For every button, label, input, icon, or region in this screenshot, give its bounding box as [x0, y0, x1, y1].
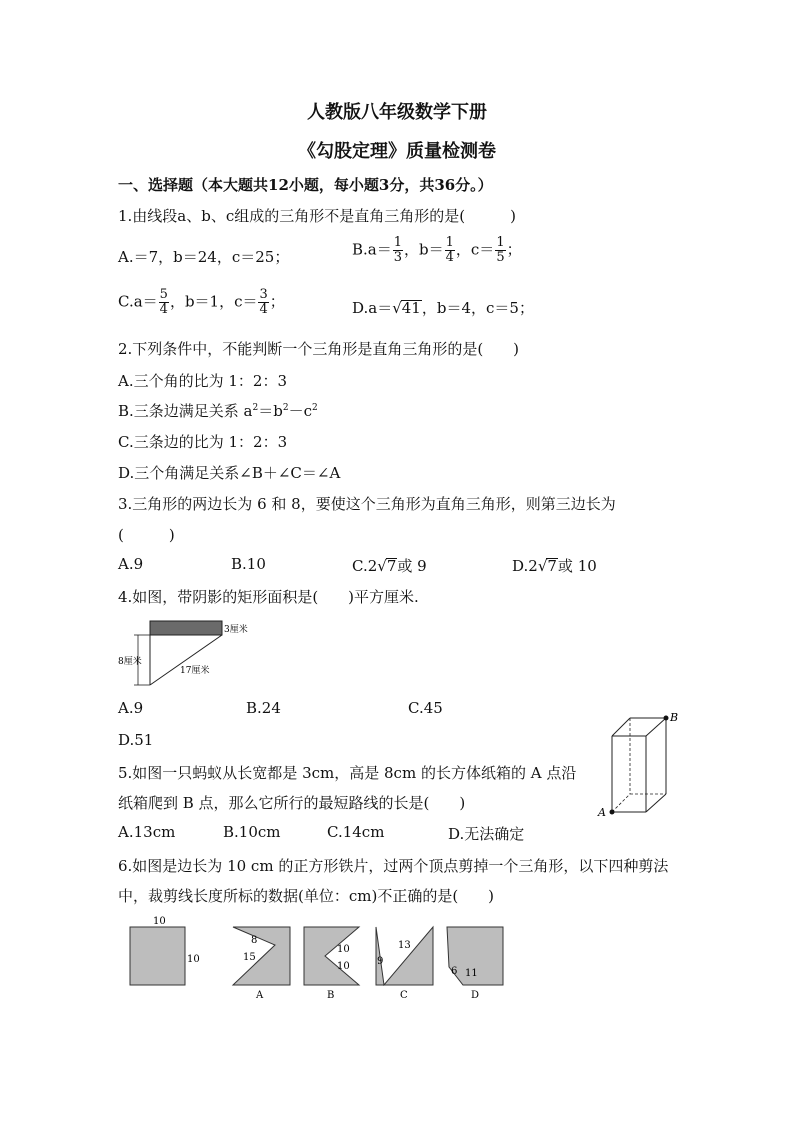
figure-b	[304, 927, 359, 985]
q4-option-a: A.9	[118, 699, 144, 717]
fig-label-left: 8厘米	[118, 657, 142, 667]
q4-option-c: C.45	[408, 699, 443, 717]
superscript: 2	[312, 403, 318, 413]
numerator: 1	[393, 235, 403, 250]
numerator: 1	[496, 235, 505, 250]
fig-b-caption: B	[327, 990, 335, 1001]
point-a	[610, 810, 615, 815]
superscript: 2	[282, 403, 289, 413]
q5-option-d: D.无法确定	[448, 825, 525, 843]
q5-option-c: C.14cm	[327, 823, 385, 841]
q1-stem: 1.由线段a、b、c组成的三角形不是直角三角形的是( )	[118, 207, 516, 225]
fig-b-label-2: 10	[337, 961, 350, 972]
q3-option-d	[512, 555, 597, 576]
sqrt-sign: √	[392, 299, 402, 317]
fig-d-label-2: 11	[465, 968, 478, 979]
fig-label-top: 3厘米	[224, 625, 248, 635]
q1-c-end: ；	[269, 292, 285, 311]
shaded-rectangle	[150, 621, 222, 635]
denominator: 4	[259, 302, 268, 317]
hypotenuse	[150, 635, 222, 685]
square-right-label: 10	[187, 954, 200, 965]
q3-option-a: A.9	[118, 555, 144, 573]
figure-c	[376, 927, 433, 985]
superscript: 2	[252, 403, 259, 413]
q2-option-d: D.三个角满足关系∠B＋∠C＝∠A	[118, 464, 341, 482]
numerator: 1	[445, 235, 454, 250]
radicand: 41	[401, 299, 421, 317]
fig-a-caption: A	[256, 990, 264, 1001]
q3-stem: 3.三角形的两边长为 6 和 8，要使这个三角形为直角三角形，则第三边长为	[118, 495, 616, 513]
q1-c-text: ，b＝1，c＝	[169, 292, 258, 311]
radicand: 7	[386, 557, 397, 575]
page-title: 人教版八年级数学下册	[307, 102, 487, 123]
fraction	[159, 288, 169, 317]
fig-d-caption: D	[471, 990, 480, 1001]
q1-option-c	[118, 288, 285, 317]
q4-stem: 4.如图，带阴影的矩形面积是( )平方厘米.	[118, 588, 419, 606]
q4-option-b: B.24	[246, 699, 281, 717]
numerator: 3	[259, 287, 268, 302]
point-b	[664, 716, 669, 721]
fraction	[445, 236, 455, 265]
q1-c-prefix: C.a＝	[118, 292, 158, 311]
page-subtitle: 《勾股定理》质量检测卷	[298, 141, 496, 162]
q3-option-c	[352, 555, 427, 576]
q1-option-a: A.＝7，b＝24，c＝25；	[118, 248, 290, 266]
fig-d-label-1: 6	[451, 966, 458, 977]
q2-stem: 2.下列条件中，不能判断一个三角形是直角三角形的是( )	[118, 340, 520, 358]
denominator: 4	[159, 302, 168, 317]
q2-b-text: －c	[288, 402, 312, 420]
square	[130, 927, 185, 985]
q1-option-b	[352, 236, 522, 265]
q1-b-text: ，c＝	[455, 240, 495, 259]
fig-c-label-1: 9	[377, 956, 384, 967]
q1-b-prefix: B.a＝	[352, 240, 392, 259]
fig-a-label-1: 8	[251, 935, 258, 946]
q1-b-text: ，b＝	[404, 240, 444, 259]
fig-a-label-2: 15	[243, 952, 256, 963]
q1-option-d	[352, 297, 534, 318]
q1-d-prefix: D.a＝	[352, 299, 393, 317]
q3-paren: ( )	[118, 526, 175, 544]
numerator: 5	[159, 287, 168, 302]
q3-c-end: 或 9	[397, 557, 427, 575]
q4-figure	[118, 615, 258, 690]
fig-c-label-2: 13	[398, 940, 411, 951]
q4-option-d: D.51	[118, 731, 154, 749]
q3-d-prefix: D.2	[512, 557, 538, 575]
radicand: 7	[547, 557, 557, 575]
q5-option-a: A.13cm	[118, 823, 176, 841]
fig-c-caption: C	[400, 990, 408, 1001]
q3-option-b: B.10	[231, 555, 266, 573]
sqrt-sign: √	[377, 557, 387, 575]
fig-label-hyp: 17厘米	[180, 666, 210, 676]
sqrt-sign: √	[537, 557, 548, 575]
figure-a	[233, 927, 290, 985]
denominator: 4	[445, 250, 454, 265]
q5-stem-line1: 5.如图一只蚂蚁从长宽都是 3cm，高是 8cm 的长方体纸箱的 A 点沿	[118, 764, 577, 782]
q6-stem-line1: 6.如图是边长为 10 cm 的正方形铁片，过两个顶点剪掉一个三角形，以下四种剪法	[118, 857, 669, 875]
q3-c-prefix: C.2	[352, 557, 378, 575]
denominator: 5	[496, 250, 505, 265]
q1-b-end: ；	[506, 240, 522, 259]
fig-b-label-1: 10	[337, 944, 350, 955]
square-top-label: 10	[153, 916, 166, 927]
q1-d-end: ，b＝4，c＝5；	[421, 299, 534, 317]
q6-stem-line2: 中，裁剪线长度所标的数据(单位：cm)不正确的是( )	[118, 887, 495, 905]
q2-option-c: C.三条边的比为 1：2：3	[118, 433, 288, 451]
q2-b-text: ＝b	[258, 402, 283, 420]
q2-option-b	[118, 400, 318, 421]
fraction	[258, 288, 268, 317]
q5-stem-line2: 纸箱爬到 B 点，那么它所行的最短路线的长是( )	[118, 794, 466, 812]
denominator: 3	[393, 250, 403, 265]
q5-option-b: B.10cm	[223, 823, 281, 841]
q2-b-text: B.三条边满足关系 a	[118, 402, 253, 420]
q6-figures	[125, 912, 510, 1004]
fraction	[495, 236, 505, 265]
fraction	[393, 236, 403, 265]
label-a: A	[598, 806, 606, 819]
q3-d-end: 或 10	[557, 557, 597, 575]
q2-option-a: A.三个角的比为 1：2：3	[118, 372, 287, 390]
q5-box-figure	[595, 708, 690, 820]
section-heading: 一、选择题（本大题共12小题，每小题3分，共36分。）	[118, 176, 493, 194]
label-b: B	[670, 711, 679, 724]
